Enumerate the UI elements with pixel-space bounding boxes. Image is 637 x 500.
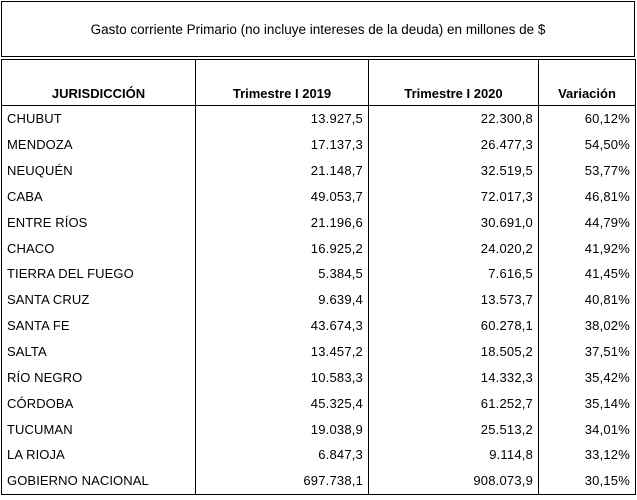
cell-variacion: 60,12% [539, 106, 636, 132]
cell-2019: 9.639,4 [196, 287, 369, 313]
cell-variacion: 37,51% [539, 339, 636, 365]
cell-2020: 60.278,1 [369, 313, 539, 339]
table-row [2, 158, 636, 184]
cell-jurisdiccion: LA RIOJA [2, 442, 196, 468]
table-row [2, 364, 636, 390]
cell-jurisdiccion: CHACO [2, 235, 196, 261]
table-row [2, 390, 636, 416]
cell-2020: 61.252,7 [369, 390, 539, 416]
cell-2019: 21.196,6 [196, 209, 369, 235]
cell-variacion: 40,81% [539, 287, 636, 313]
table-row [2, 416, 636, 442]
cell-variacion: 33,12% [539, 442, 636, 468]
data-table [1, 59, 636, 495]
cell-2020: 908.073,9 [369, 468, 539, 494]
cell-2019: 697.738,1 [196, 468, 369, 494]
cell-2020: 30.691,0 [369, 209, 539, 235]
cell-2020: 9.114,8 [369, 442, 539, 468]
cell-jurisdiccion: TUCUMAN [2, 416, 196, 442]
cell-variacion: 41,45% [539, 261, 636, 287]
cell-variacion: 38,02% [539, 313, 636, 339]
cell-jurisdiccion: SALTA [2, 339, 196, 365]
table-row [2, 287, 636, 313]
cell-2019: 6.847,3 [196, 442, 369, 468]
cell-variacion: 35,14% [539, 390, 636, 416]
cell-jurisdiccion: SANTA FE [2, 313, 196, 339]
table-row [2, 261, 636, 287]
cell-2019: 19.038,9 [196, 416, 369, 442]
cell-jurisdiccion: ENTRE RÍOS [2, 209, 196, 235]
cell-variacion: 34,01% [539, 416, 636, 442]
cell-2020: 26.477,3 [369, 132, 539, 158]
cell-2019: 10.583,3 [196, 364, 369, 390]
cell-2019: 49.053,7 [196, 184, 369, 210]
table-row [2, 442, 636, 468]
cell-2019: 45.325,4 [196, 390, 369, 416]
table-row [2, 209, 636, 235]
header-jurisdiccion: JURISDICCIÓN [2, 60, 196, 106]
cell-2020: 32.519,5 [369, 158, 539, 184]
cell-2020: 72.017,3 [369, 184, 539, 210]
table-row [2, 313, 636, 339]
table-row [2, 106, 636, 132]
table-row [2, 339, 636, 365]
header-variacion: Variación [539, 60, 636, 106]
cell-2020: 13.573,7 [369, 287, 539, 313]
cell-jurisdiccion: CÓRDOBA [2, 390, 196, 416]
cell-variacion: 30,15% [539, 468, 636, 494]
cell-variacion: 44,79% [539, 209, 636, 235]
table-row [2, 235, 636, 261]
header-trimestre-2019: Trimestre I 2019 [196, 60, 369, 106]
table-row [2, 132, 636, 158]
cell-2020: 22.300,8 [369, 106, 539, 132]
cell-2020: 14.332,3 [369, 364, 539, 390]
cell-jurisdiccion: RÍO NEGRO [2, 364, 196, 390]
cell-2020: 24.020,2 [369, 235, 539, 261]
cell-2019: 16.925,2 [196, 235, 369, 261]
cell-2019: 13.927,5 [196, 106, 369, 132]
cell-jurisdiccion: SANTA CRUZ [2, 287, 196, 313]
cell-2020: 7.616,5 [369, 261, 539, 287]
cell-variacion: 54,50% [539, 132, 636, 158]
cell-variacion: 41,92% [539, 235, 636, 261]
cell-2020: 25.513,2 [369, 416, 539, 442]
cell-variacion: 53,77% [539, 158, 636, 184]
cell-variacion: 35,42% [539, 364, 636, 390]
cell-2019: 21.148,7 [196, 158, 369, 184]
header-trimestre-2020: Trimestre I 2020 [369, 60, 539, 106]
cell-variacion: 46,81% [539, 184, 636, 210]
cell-jurisdiccion: CHUBUT [2, 106, 196, 132]
cell-2019: 5.384,5 [196, 261, 369, 287]
cell-jurisdiccion: MENDOZA [2, 132, 196, 158]
header-row [2, 60, 636, 106]
table-row [2, 184, 636, 210]
cell-2020: 18.505,2 [369, 339, 539, 365]
cell-jurisdiccion: CABA [2, 184, 196, 210]
table-title: Gasto corriente Primario (no incluye intereses de la deuda) en millones de $ [1, 1, 635, 57]
cell-2019: 13.457,2 [196, 339, 369, 365]
cell-jurisdiccion: NEUQUÉN [2, 158, 196, 184]
cell-jurisdiccion: TIERRA DEL FUEGO [2, 261, 196, 287]
table-row [2, 468, 636, 494]
cell-jurisdiccion: GOBIERNO NACIONAL [2, 468, 196, 494]
cell-2019: 43.674,3 [196, 313, 369, 339]
cell-2019: 17.137,3 [196, 132, 369, 158]
